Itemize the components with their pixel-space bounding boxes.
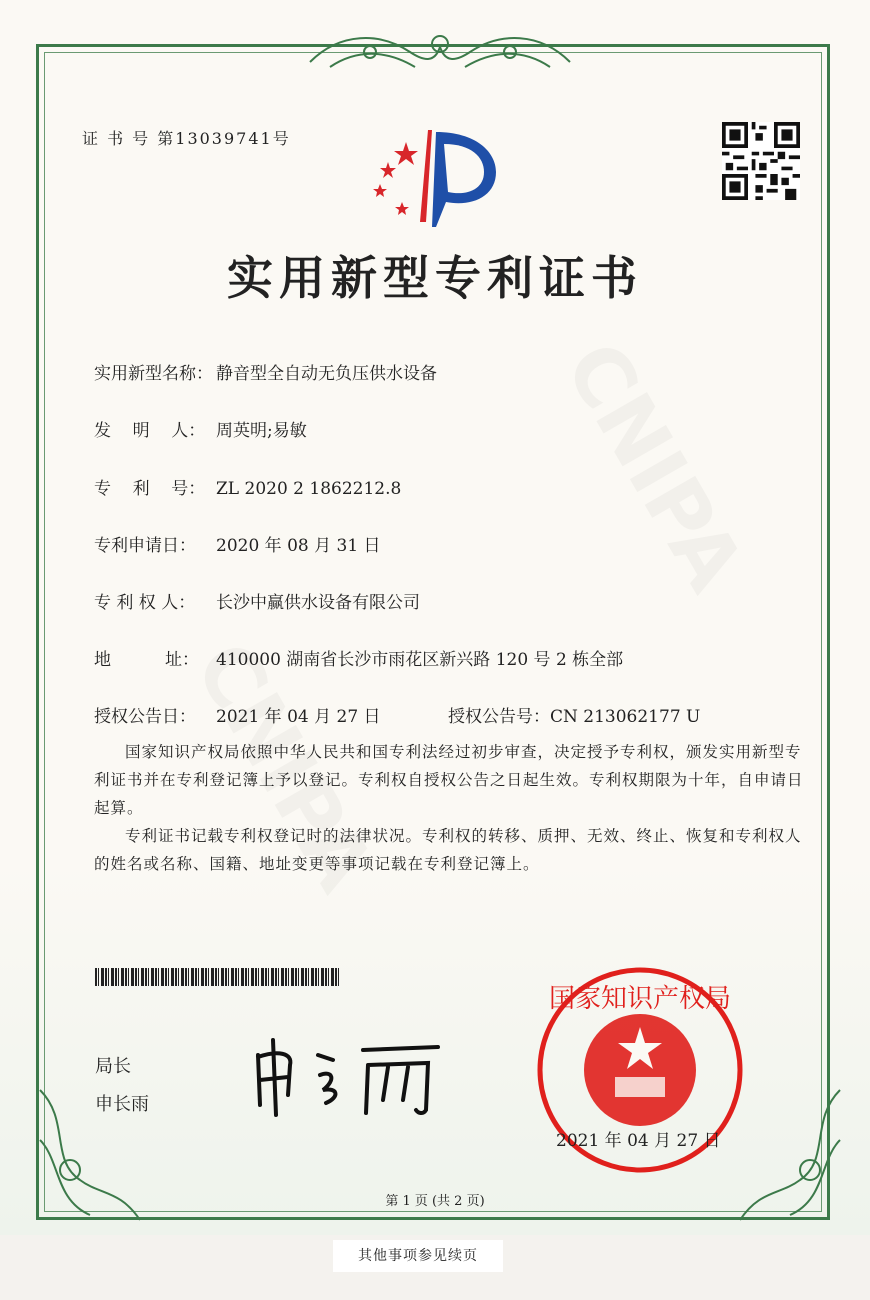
director-title: 局长: [95, 1056, 131, 1077]
field-announcement-number: [448, 702, 700, 727]
field-label: 实用新型名称：: [94, 364, 213, 384]
field-value: CN 213062177 U: [550, 707, 701, 727]
field-address: [94, 645, 623, 670]
field-label: 授权公告日：: [94, 707, 196, 727]
seal-date: 2021 年 04 月 27 日: [556, 1131, 721, 1151]
field-label: 专利申请日：: [94, 536, 196, 556]
field-value: ZL 2020 2 1862212.8: [216, 479, 402, 499]
field-value: 周英明;易敏: [216, 421, 307, 441]
field-inventors: [94, 416, 307, 441]
field-announcement-date: [94, 702, 381, 727]
field-label: 发 明 人：: [94, 421, 206, 441]
field-patent-number: [94, 474, 401, 499]
field-label: 授权公告号：: [448, 707, 550, 727]
field-label: 专 利 权 人：: [94, 593, 196, 613]
seal-text: 国家知识产权局: [548, 984, 732, 1014]
director-signature: [248, 1035, 448, 1120]
field-application-date: [94, 531, 381, 556]
field-value: 2021 年 04 月 27 日: [216, 707, 381, 727]
legal-paragraph-1: 国家知识产权局依照中华人民共和国专利法经过初步审查，决定授予专利权，颁发实用新型专利证书并在专利登记簿上予以登记。专利权自授权公告之日起生效。专利权期限为十年，自申请日起算。: [94, 743, 804, 817]
field-utility-model-name: [94, 359, 437, 384]
field-label: 地 址：: [94, 650, 200, 670]
field-value: 2020 年 08 月 31 日: [216, 536, 381, 556]
field-value: 长沙中赢供水设备有限公司: [216, 593, 420, 613]
qr-code: [722, 122, 800, 200]
certificate-number: 证 书 号 第13039741号: [82, 129, 291, 148]
field-value: 静音型全自动无负压供水设备: [216, 364, 437, 384]
director-name: 申长雨: [95, 1094, 149, 1115]
top-ornament: [300, 22, 580, 82]
field-patentee: [94, 588, 420, 613]
field-value: 410000 湖南省长沙市雨花区新兴路 120 号 2 栋全部: [216, 650, 624, 670]
cnipa-logo: [366, 122, 506, 232]
legal-paragraph-2: 专利证书记载专利权登记时的法律状况。专利权的转移、质押、无效、终止、恢复和专利权人的姓名或名称、国籍、地址变更等事项记载在专利登记簿上。: [94, 827, 802, 873]
footer-note: 其他事项参见续页: [333, 1240, 503, 1272]
page-indicator: 第 1 页 (共 2 页): [385, 1194, 485, 1209]
barcode: [95, 968, 340, 986]
certificate-title: 实用新型专利证书: [227, 251, 643, 305]
field-label: 专 利 号：: [94, 479, 206, 499]
